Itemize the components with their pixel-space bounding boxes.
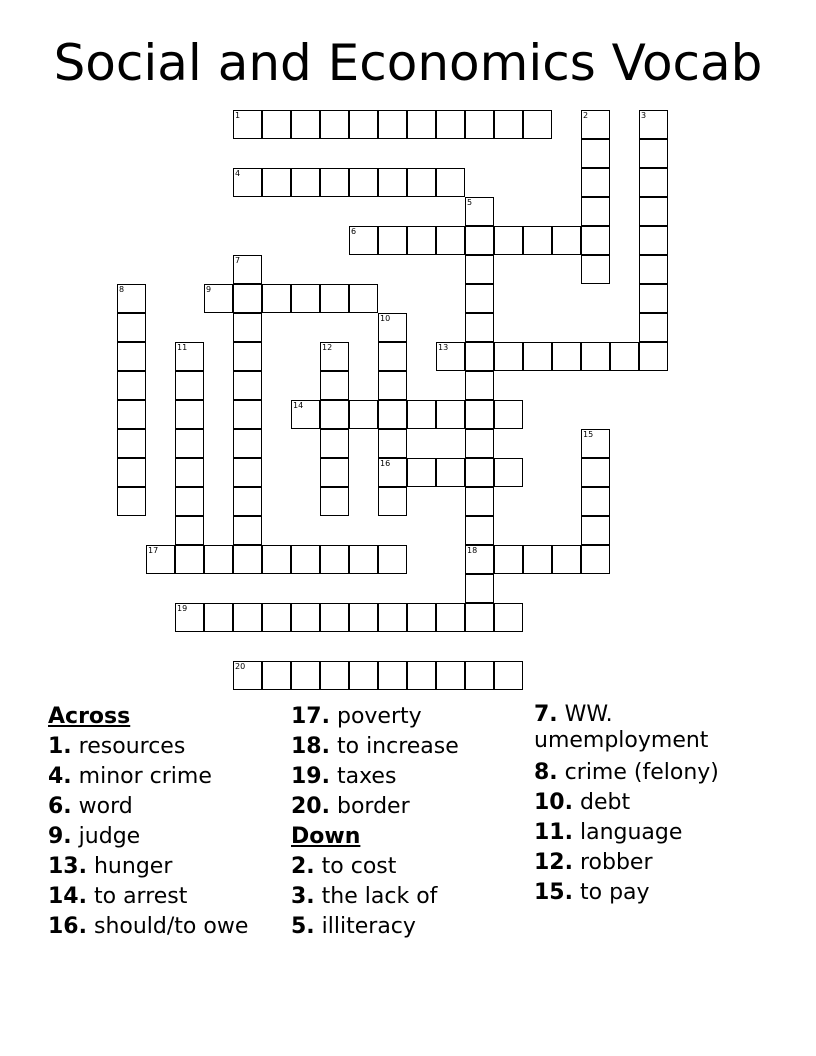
grid-cell[interactable]: [233, 342, 262, 371]
clue-item-text: the lack of: [321, 884, 438, 909]
grid-cell[interactable]: [262, 110, 291, 139]
clue-item-text: to increase: [336, 734, 459, 759]
grid-cell[interactable]: [233, 661, 262, 690]
clue-item-number: 12.: [534, 850, 573, 875]
clue-number: 3: [641, 111, 647, 120]
clue-item-number: 19.: [291, 764, 330, 789]
grid-cell[interactable]: [523, 226, 552, 255]
clue-item-text: debt: [579, 790, 631, 815]
clue-column-1: [48, 702, 248, 942]
grid-cell[interactable]: [465, 487, 494, 516]
clue-item-number: 3.: [291, 884, 315, 909]
grid-cell[interactable]: [378, 168, 407, 197]
grid-cell[interactable]: [523, 110, 552, 139]
grid-cell[interactable]: [320, 342, 349, 371]
grid-cell[interactable]: [175, 371, 204, 400]
clue-column-2: [291, 702, 459, 942]
grid-cell[interactable]: [378, 313, 407, 342]
clue-item: [534, 818, 754, 848]
grid-cell[interactable]: [436, 168, 465, 197]
grid-cell[interactable]: [320, 168, 349, 197]
clue-item: [48, 732, 248, 762]
grid-cell[interactable]: [320, 458, 349, 487]
grid-cell[interactable]: [639, 110, 668, 139]
grid-cell[interactable]: [494, 603, 523, 632]
grid-cell[interactable]: [378, 110, 407, 139]
clue-item: [291, 762, 459, 792]
clue-item-text: WW. umemployment: [534, 702, 709, 753]
clue-number: 16: [380, 459, 391, 468]
grid-cell[interactable]: [320, 284, 349, 313]
grid-cell[interactable]: [117, 400, 146, 429]
clue-item-number: 4.: [48, 764, 72, 789]
grid-cell[interactable]: [320, 371, 349, 400]
clue-item-text: minor crime: [78, 764, 212, 789]
clue-item-text: to arrest: [93, 884, 188, 909]
grid-cell[interactable]: [639, 139, 668, 168]
down-heading: Down: [291, 824, 361, 849]
grid-cell[interactable]: [494, 458, 523, 487]
grid-cell[interactable]: [581, 516, 610, 545]
clue-item: [48, 882, 248, 912]
clue-item-number: 5.: [291, 914, 315, 939]
clue-number: 8: [119, 285, 125, 294]
grid-cell[interactable]: [320, 661, 349, 690]
clue-item: [48, 762, 248, 792]
grid-cell[interactable]: [378, 226, 407, 255]
clue-number: 14: [293, 401, 304, 410]
grid-cell[interactable]: [175, 603, 204, 632]
grid-cell[interactable]: [465, 197, 494, 226]
grid-cell[interactable]: [291, 284, 320, 313]
grid-cell[interactable]: [291, 603, 320, 632]
grid-cell[interactable]: [349, 400, 378, 429]
clue-item: [291, 912, 459, 942]
grid-cell[interactable]: [523, 342, 552, 371]
clue-number: 6: [351, 227, 357, 236]
grid-cell[interactable]: [465, 661, 494, 690]
grid-cell[interactable]: [407, 226, 436, 255]
grid-cell[interactable]: [639, 226, 668, 255]
clue-item: [48, 822, 248, 852]
clue-item: [291, 852, 459, 882]
grid-cell[interactable]: [349, 110, 378, 139]
grid-cell[interactable]: [117, 458, 146, 487]
grid-cell[interactable]: [262, 661, 291, 690]
clue-number: 10: [380, 314, 391, 323]
clue-item: [291, 792, 459, 822]
grid-cell[interactable]: [262, 603, 291, 632]
grid-cell[interactable]: [349, 603, 378, 632]
grid-cell[interactable]: [494, 110, 523, 139]
grid-cell[interactable]: [378, 342, 407, 371]
clue-item: [48, 792, 248, 822]
grid-cell[interactable]: [465, 284, 494, 313]
clue-number: 13: [438, 343, 449, 352]
clue-number: 9: [206, 285, 212, 294]
across-heading: Across: [48, 704, 131, 729]
grid-cell[interactable]: [581, 458, 610, 487]
grid-cell[interactable]: [552, 226, 581, 255]
grid-cell[interactable]: [117, 371, 146, 400]
grid-cell[interactable]: [436, 661, 465, 690]
clue-number: 1: [235, 111, 241, 120]
clue-item-number: 14.: [48, 884, 87, 909]
clue-item-number: 10.: [534, 790, 573, 815]
grid-cell[interactable]: [175, 516, 204, 545]
grid-cell[interactable]: [552, 545, 581, 574]
clue-item-text: taxes: [336, 764, 397, 789]
grid-cell[interactable]: [581, 197, 610, 226]
grid-cell[interactable]: [581, 342, 610, 371]
grid-cell[interactable]: [320, 429, 349, 458]
clue-item: [534, 878, 754, 908]
grid-cell[interactable]: [465, 342, 494, 371]
clue-number: 7: [235, 256, 241, 265]
clue-item-number: 11.: [534, 820, 573, 845]
clue-item: [534, 788, 754, 818]
grid-cell[interactable]: [233, 429, 262, 458]
clue-item-text: language: [579, 820, 683, 845]
grid-cell[interactable]: [233, 458, 262, 487]
grid-cell[interactable]: [378, 371, 407, 400]
grid-cell[interactable]: [407, 110, 436, 139]
clue-item-number: 17.: [291, 704, 330, 729]
grid-cell[interactable]: [465, 110, 494, 139]
grid-cell[interactable]: [465, 458, 494, 487]
grid-cell[interactable]: [436, 458, 465, 487]
grid-cell[interactable]: [465, 516, 494, 545]
clue-item-text: to cost: [321, 854, 397, 879]
grid-cell[interactable]: [349, 545, 378, 574]
clue-item-text: robber: [579, 850, 653, 875]
grid-cell[interactable]: [117, 487, 146, 516]
grid-cell[interactable]: [465, 226, 494, 255]
grid-cell[interactable]: [639, 313, 668, 342]
grid-cell[interactable]: [581, 139, 610, 168]
clue-item-text: resources: [78, 734, 186, 759]
grid-cell[interactable]: [233, 255, 262, 284]
grid-cell[interactable]: [117, 342, 146, 371]
grid-cell[interactable]: [581, 168, 610, 197]
clue-number: 5: [467, 198, 473, 207]
grid-cell[interactable]: [639, 168, 668, 197]
clue-item-text: illiteracy: [321, 914, 416, 939]
clue-item-text: poverty: [336, 704, 422, 729]
grid-cell[interactable]: [436, 342, 465, 371]
clue-number: 12: [322, 343, 333, 352]
grid-cell[interactable]: [407, 661, 436, 690]
grid-cell[interactable]: [465, 545, 494, 574]
clue-item-number: 13.: [48, 854, 87, 879]
puzzle-title: Social and Economics Vocab: [53, 34, 763, 92]
clue-item: [534, 702, 754, 754]
grid-cell[interactable]: [581, 487, 610, 516]
grid-cell[interactable]: [581, 429, 610, 458]
grid-cell[interactable]: [639, 197, 668, 226]
clue-item-text: word: [78, 794, 133, 819]
grid-cell[interactable]: [233, 487, 262, 516]
grid-cell[interactable]: [436, 400, 465, 429]
clue-number: 2: [583, 111, 589, 120]
grid-cell[interactable]: [233, 545, 262, 574]
grid-cell[interactable]: [233, 110, 262, 139]
grid-cell[interactable]: [175, 545, 204, 574]
grid-cell[interactable]: [204, 284, 233, 313]
grid-cell[interactable]: [407, 458, 436, 487]
grid-cell[interactable]: [117, 313, 146, 342]
clue-number: 17: [148, 546, 159, 555]
clue-number: 20: [235, 662, 246, 671]
grid-cell[interactable]: [639, 284, 668, 313]
grid-cell[interactable]: [291, 110, 320, 139]
grid-cell[interactable]: [349, 661, 378, 690]
clue-item-text: judge: [78, 824, 141, 849]
clue-item: [291, 702, 459, 732]
grid-cell[interactable]: [320, 110, 349, 139]
grid-cell[interactable]: [175, 342, 204, 371]
grid-cell[interactable]: [465, 313, 494, 342]
grid-cell[interactable]: [465, 603, 494, 632]
grid-cell[interactable]: [204, 545, 233, 574]
grid-cell[interactable]: [175, 458, 204, 487]
grid-cell[interactable]: [465, 371, 494, 400]
grid-cell[interactable]: [407, 168, 436, 197]
grid-cell[interactable]: [465, 400, 494, 429]
grid-cell[interactable]: [494, 226, 523, 255]
grid-cell[interactable]: [291, 168, 320, 197]
grid-cell[interactable]: [146, 545, 175, 574]
grid-cell[interactable]: [349, 226, 378, 255]
grid-cell[interactable]: [494, 342, 523, 371]
grid-cell[interactable]: [233, 603, 262, 632]
grid-cell[interactable]: [407, 400, 436, 429]
grid-cell[interactable]: [581, 226, 610, 255]
clue-number: 19: [177, 604, 188, 613]
grid-cell[interactable]: [436, 226, 465, 255]
grid-cell[interactable]: [378, 545, 407, 574]
grid-cell[interactable]: [610, 342, 639, 371]
clue-item: [48, 912, 248, 942]
clue-column-3: [534, 702, 754, 908]
grid-cell[interactable]: [262, 545, 291, 574]
grid-cell[interactable]: [639, 255, 668, 284]
clue-item: [291, 732, 459, 762]
grid-cell[interactable]: [233, 168, 262, 197]
grid-cell[interactable]: [262, 168, 291, 197]
clue-item-number: 16.: [48, 914, 87, 939]
clue-item-text: to pay: [579, 880, 650, 905]
grid-cell[interactable]: [523, 545, 552, 574]
clue-number: 4: [235, 169, 241, 178]
grid-cell[interactable]: [407, 603, 436, 632]
grid-cell[interactable]: [233, 371, 262, 400]
clue-item-number: 2.: [291, 854, 315, 879]
grid-cell[interactable]: [291, 545, 320, 574]
grid-cell[interactable]: [378, 487, 407, 516]
grid-cell[interactable]: [175, 400, 204, 429]
clue-item: [48, 852, 248, 882]
clue-item-number: 20.: [291, 794, 330, 819]
grid-cell[interactable]: [349, 284, 378, 313]
clue-item-number: 18.: [291, 734, 330, 759]
grid-cell[interactable]: [378, 603, 407, 632]
grid-cell[interactable]: [436, 603, 465, 632]
grid-cell[interactable]: [639, 342, 668, 371]
grid-cell[interactable]: [378, 400, 407, 429]
grid-cell[interactable]: [204, 603, 233, 632]
clue-item-text: border: [336, 794, 410, 819]
grid-cell[interactable]: [465, 429, 494, 458]
clue-item-text: hunger: [93, 854, 173, 879]
grid-cell[interactable]: [262, 284, 291, 313]
grid-cell[interactable]: [465, 574, 494, 603]
grid-cell[interactable]: [378, 429, 407, 458]
grid-cell[interactable]: [233, 284, 262, 313]
grid-cell[interactable]: [291, 400, 320, 429]
clue-number: 11: [177, 343, 188, 352]
grid-cell[interactable]: [349, 168, 378, 197]
grid-cell[interactable]: [320, 545, 349, 574]
clue-item: [291, 882, 459, 912]
grid-cell[interactable]: [581, 545, 610, 574]
grid-cell[interactable]: [320, 487, 349, 516]
grid-cell[interactable]: [552, 342, 581, 371]
grid-cell[interactable]: [581, 110, 610, 139]
grid-cell[interactable]: [233, 313, 262, 342]
grid-cell[interactable]: [494, 661, 523, 690]
grid-cell[interactable]: [320, 400, 349, 429]
clue-item-text: crime (felony): [564, 760, 719, 785]
clue-item-number: 6.: [48, 794, 72, 819]
clue-item-number: 9.: [48, 824, 72, 849]
grid-cell[interactable]: [175, 429, 204, 458]
grid-cell[interactable]: [581, 255, 610, 284]
grid-cell[interactable]: [378, 661, 407, 690]
grid-cell[interactable]: [320, 603, 349, 632]
clue-item-number: 1.: [48, 734, 72, 759]
grid-cell[interactable]: [175, 487, 204, 516]
clue-item-text: should/to owe: [93, 914, 249, 939]
grid-cell[interactable]: [494, 400, 523, 429]
grid-cell[interactable]: [436, 110, 465, 139]
grid-cell[interactable]: [378, 458, 407, 487]
clue-number: 18: [467, 546, 478, 555]
grid-cell[interactable]: [117, 429, 146, 458]
clue-item: [534, 848, 754, 878]
grid-cell[interactable]: [291, 661, 320, 690]
clue-item-number: 7.: [534, 702, 558, 727]
grid-cell[interactable]: [494, 545, 523, 574]
grid-cell[interactable]: [233, 516, 262, 545]
clue-item-number: 15.: [534, 880, 573, 905]
clue-number: 15: [583, 430, 594, 439]
clue-item-number: 8.: [534, 760, 558, 785]
clue-item: [534, 758, 754, 788]
grid-cell[interactable]: [117, 284, 146, 313]
grid-cell[interactable]: [465, 255, 494, 284]
grid-cell[interactable]: [233, 400, 262, 429]
